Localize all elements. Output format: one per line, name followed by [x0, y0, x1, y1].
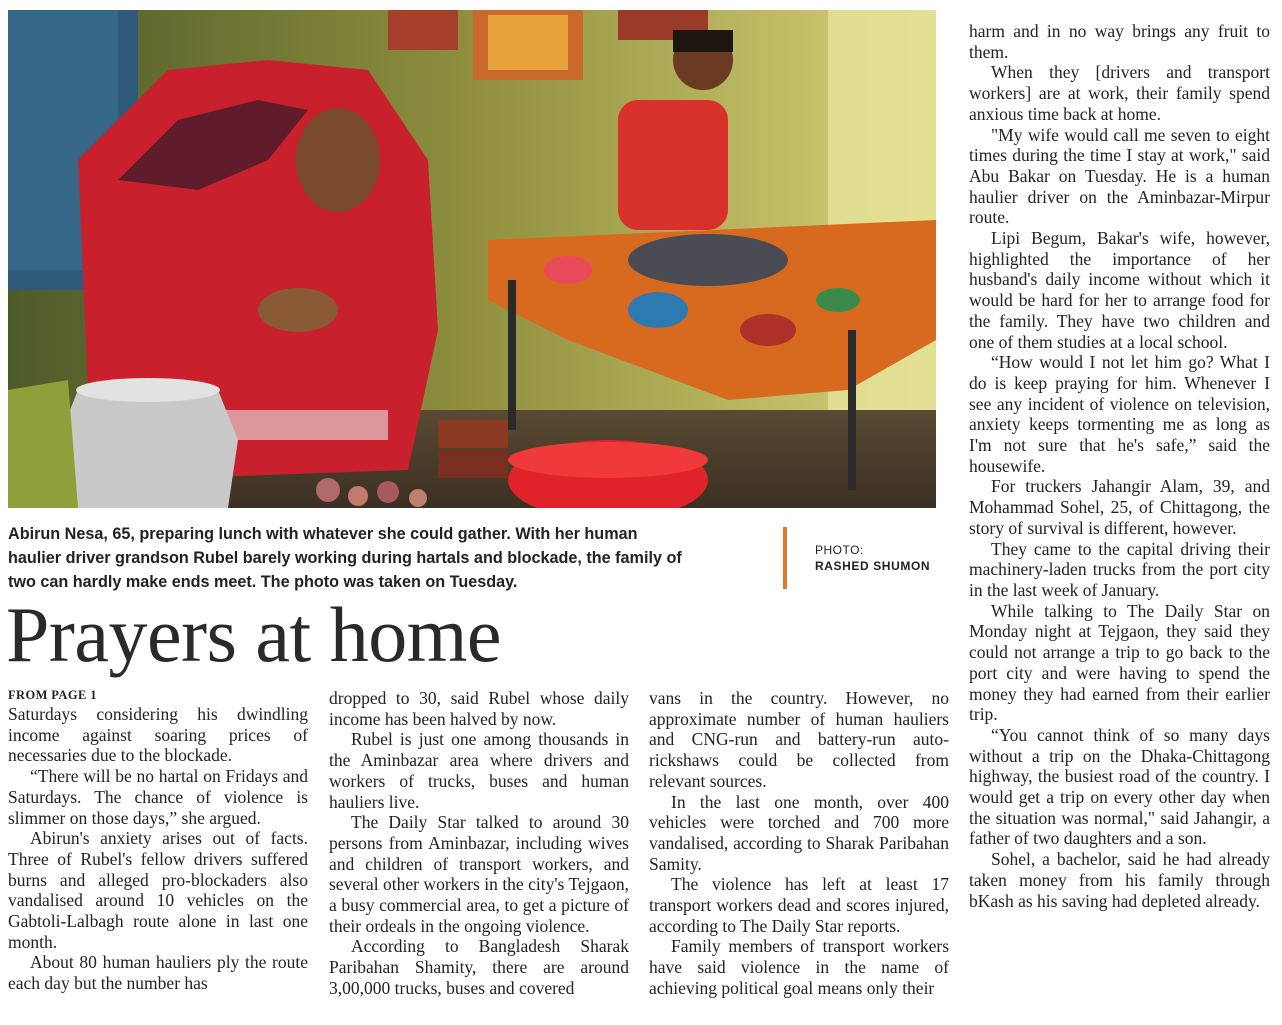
paragraph: “You cannot think of so many days without a trip on the Dhaka-Chittagong highway, the busiest road of the country. I would get a trip on every other day when the situation was normal," said Jahangir, a father of two daughters and a son. — [969, 724, 1270, 849]
paragraph: About 80 human hauliers ply the route each day but the number has — [8, 952, 308, 994]
photo-credit-label: PHOTO: — [815, 543, 864, 557]
paragraph: dropped to 30, said Rubel whose daily income has been halved by now. — [329, 688, 629, 729]
article-column-1 — [8, 688, 308, 994]
article-column-2 — [329, 688, 629, 999]
paragraph: Family members of transport workers have said violence in the name of achieving political goal means only their — [649, 936, 949, 998]
paragraph: For truckers Jahangir Alam, 39, and Mohammad Sohel, 25, of Chittagong, the story of survival is different, however. — [969, 476, 1270, 538]
paragraph: “How would I not let him go? What I do is keep praying for him. Whenever I see any incident of violence on television, anxiety keeps tormenting me as long as I'm not sure that he's safe,” said the housewife. — [969, 352, 1270, 476]
paragraph: The Daily Star talked to around 30 persons from Aminbazar, including wives and children of transport workers, and several other workers in the city's Tejgaon, a busy commercial area, to get a picture of their ordeals in the ongoing violence. — [329, 812, 629, 936]
paragraph: While talking to The Daily Star on Monday night at Tejgaon, they said they could not arrange a trip to go back to the port city and were having to spend the money they had earned from their earlier trip. — [969, 600, 1270, 725]
paragraph: Sohel, a bachelor, said he had already taken money from his family through bKash as his saving had depleted already. — [969, 849, 1270, 911]
photo-credit-name: RASHED SHUMON — [815, 559, 931, 573]
paragraph: Rubel is just one among thousands in the Aminbazar area where drivers and workers of trucks, buses and human hauliers live. — [329, 729, 629, 812]
news-photo — [8, 10, 936, 508]
headline: Prayers at home — [6, 591, 502, 678]
paragraph: harm and in no way brings any fruit to them. — [969, 21, 1270, 62]
paragraph: Lipi Begum, Bakar's wife, however, highlighted the importance of her husband's daily income without which it would be hard for her to arrange food for the family. They have two children and one of them studies at a local school. — [969, 228, 1270, 352]
article-column-4 — [969, 21, 1270, 911]
paragraph: Saturdays considering his dwindling income against soaring prices of necessaries due to the blockade. — [8, 704, 308, 766]
photo-caption: Abirun Nesa, 65, preparing lunch with whatever she could gather. With her human haulier driver grandson Rubel barely working during hartals and blockade, the family of two can hardly make ends meet. The photo was taken on Tuesday. — [8, 525, 682, 591]
paragraph: They came to the capital driving their machinery-laden trucks from the port city in the last week of January. — [969, 538, 1270, 600]
paragraph: “There will be no hartal on Fridays and Saturdays. The chance of violence is slimmer on those days,” she argued. — [8, 766, 308, 828]
photo-credit — [815, 542, 930, 574]
paragraph: When they [drivers and transport workers] are at work, their family spend anxious time back at home. — [969, 62, 1270, 124]
photo-illustration — [8, 10, 936, 508]
paragraph: According to Bangladesh Sharak Paribahan Shamity, there are around 3,00,000 trucks, buses and covered — [329, 936, 629, 998]
paragraph: Abirun's anxiety arises out of facts. Three of Rubel's fellow drivers suffered burns and alleged pro-blockaders also vandalised around 10 vehicles on the Gabtoli-Lalbagh route alone in last one month. — [8, 828, 308, 952]
paragraph: "My wife would call me seven to eight times during the time I stay at work," said Abu Bakar on Tuesday. He is a human haulier driver on the Aminbazar-Mirpur route. — [969, 124, 1270, 228]
paragraph: vans in the country. However, no approximate number of human hauliers and CNG-run and battery-run auto-rickshaws could be collected from relevant sources. — [649, 688, 949, 791]
credit-accent-bar — [783, 527, 787, 589]
article-column-3 — [649, 688, 949, 999]
paragraph: In the last one month, over 400 vehicles were torched and 700 more vandalised, according to Sharak Paribahan Samity. — [649, 791, 949, 874]
kicker: FROM PAGE 1 — [8, 688, 97, 702]
paragraph: The violence has left at least 17 transport workers dead and scores injured, according to The Daily Star reports. — [649, 874, 949, 936]
